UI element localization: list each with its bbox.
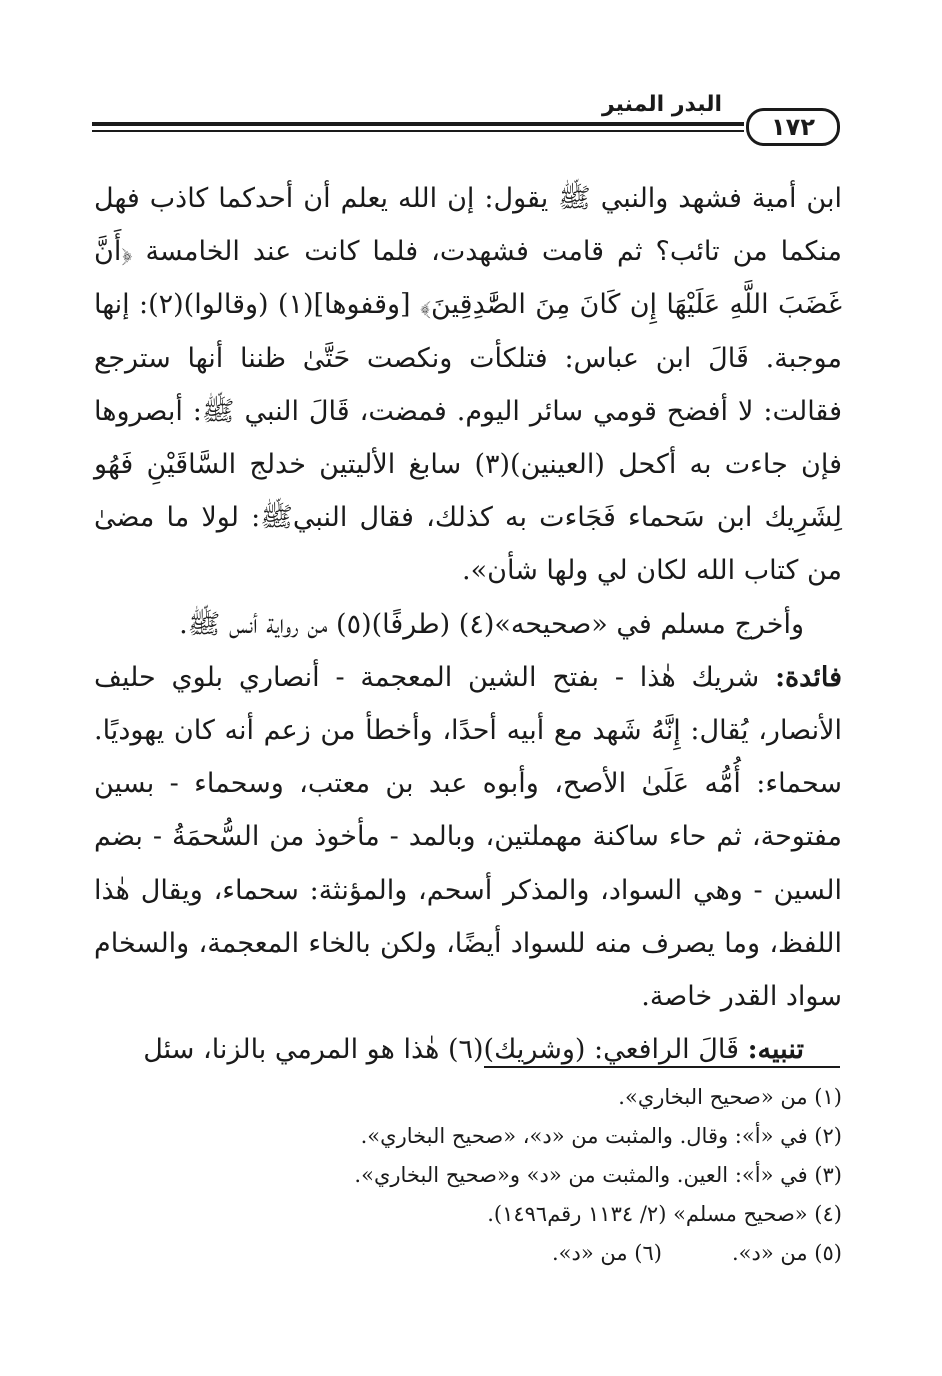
paragraph xyxy=(94,1023,842,1076)
page-number: ١٧٢ xyxy=(746,108,840,146)
footnote-row xyxy=(94,1234,842,1273)
footnote: (٤) «صحيح مسلم» (٢/ ١١٣٤ رقم١٤٩٦). xyxy=(487,1202,842,1226)
footnote-separator xyxy=(484,1066,840,1068)
paragraph-text: شريك هٰذا - بفتح الشين المعجمة - أنصاري بلوي حليف الأنصار، يُقال: إِنَّهُ شَهد مع أبيه أحدًا، وأخطأ من زعم أنه كان يهوديًا. سحماء: أُمُّه عَلَىٰ الأصح، وأبوه عبد بن معتب، وسحماء - بسين مفتوحة، ثم حاء ساكنة مهملتين، وبالمد - مأخوذ من السُّحمَةُ - بضم السين - وهي السواد، والمذكر أسحم، والمؤنثة: سحماء، ويقال هٰذا اللفظ، وما يصرف منه للسواد أيضًا، ولكن بالخاء المعجمة، والسخام سواد القدر خاصة. xyxy=(94,661,842,1013)
paragraph: ابن أمية فشهد والنبي ﷺ يقول: إن الله يعلم أن أحدكما كاذب فهل منكما من تائب؟ ثم قامت فشهدت، فلما كانت عند الخامسة ﴿أَنَّ غَضَبَ اللَّهِ عَلَيْهَا إِن كَانَ مِنَ الصَّٰدِقِينَ﴾ [وقفوها](١) (وقالوا)(٢): إنها موجبة. قَالَ ابن عباس: فتلكأت ونكصت حَتَّىٰ ظننا أنها سترجع فقالت: لا أفضح قومي سائر اليوم. فمضت، قَالَ النبي ﷺ: أبصروها فإن جاءت به أكحل (العينين)(٣) سابغ الأليتين خدلج السَّاقَيْنِ فَهُو لِشَرِيك ابن سَحماء فَجَاءت به كذلك، فقال النبيﷺ: لولا ما مضىٰ من كتاب الله لكان لي ولها شأن». xyxy=(94,183,842,587)
note-label: تنبيه: xyxy=(747,1034,804,1066)
footnote: (٥) من «د». xyxy=(732,1241,842,1265)
footnote: (٣) في «أ»: العين. والمثبت من «د» و«صحيح البخاري». xyxy=(354,1163,842,1187)
running-title: البدر المنير xyxy=(601,92,722,117)
footnote: (٦) من «د». xyxy=(552,1241,662,1265)
paragraph: وأخرج مسلم في «صحيحه»(٤) (طرفًا)(٥) من رواية أنس ﷺ. xyxy=(179,608,804,640)
footnote: (١) من «صحيح البخاري». xyxy=(618,1085,842,1109)
note-label: فائدة: xyxy=(775,661,842,693)
footnotes xyxy=(94,1078,842,1273)
page-header xyxy=(92,86,840,156)
paragraph-text: قَالَ الرافعي: (وشريك)(٦) هٰذا هو المرمي بالزنا، سئل xyxy=(143,1034,748,1066)
main-text xyxy=(94,172,842,1076)
footnote: (٢) في «أ»: وقال. والمثبت من «د»، «صحيح البخاري». xyxy=(360,1124,842,1148)
header-rule-thick xyxy=(92,122,744,126)
paragraph xyxy=(94,651,842,1023)
header-rule-thin xyxy=(92,130,744,132)
